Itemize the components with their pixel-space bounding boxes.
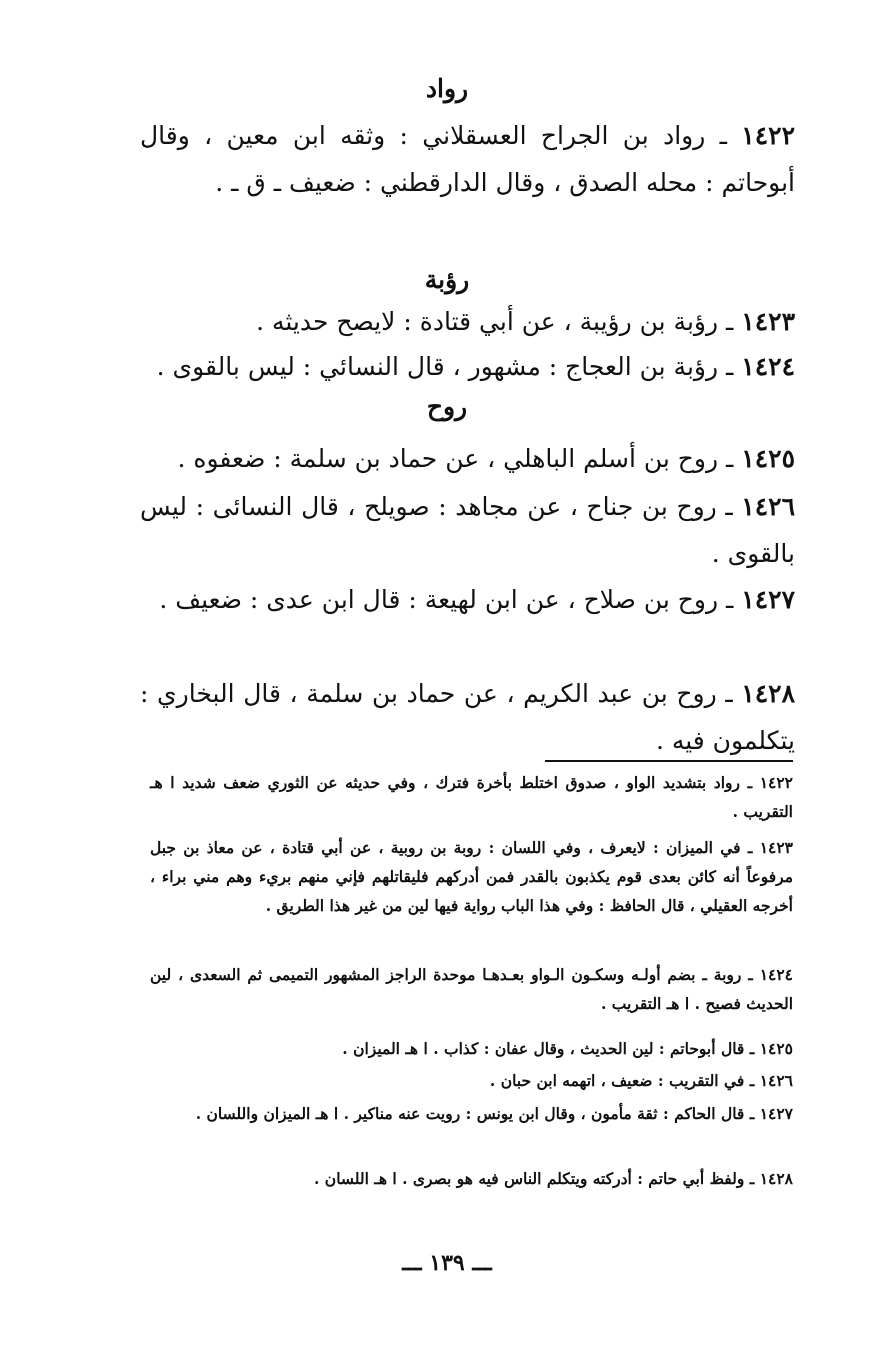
entry-1428: ١٤٢٨ ـ روح بن عبد الكريم ، عن حماد بن سلمة ، قال البخاري : يتكلمون فيه .: [140, 679, 795, 755]
footnote-text: قال الحاكم : ثقة مأمون ، وقال ابن يونس : رويت عنه مناكير . ا هـ الميزان واللسان .: [195, 1104, 745, 1123]
footnote-1427: ١٤٢٧ ـ قال الحاكم : ثقة مأمون ، وقال ابن يونس : رويت عنه مناكير . ا هـ الميزان واللسان .: [195, 1104, 793, 1123]
footnote-1425: ١٤٢٥ ـ قال أبوحاتم : لين الحديث ، وقال عفان : كذاب . ا هـ الميزان .: [342, 1039, 793, 1058]
footnote-text: في الميزان : لايعرف ، وفي اللسان : روبة بن روبية ، عن أبي قتادة ، عن معاذ بن جبل مرفوعاً أنه كائن بعدى قوم يكذبون بالقدر فمن أدركهم فليقاتلهم فإني منهم بريء وهم مني براء ، أخرجه العقيلي ، قال الحافظ : وفي هذا الباب رواية فيها لين من غير هذا الطريق .: [150, 838, 793, 915]
page-number: ـــ ١٣٩ ـــ: [402, 1250, 492, 1276]
footnote-number: ١٤٢٦: [759, 1071, 793, 1090]
footnote-1426: ١٤٢٦ ـ في التقريب : ضعيف ، اتهمه ابن حبان .: [489, 1071, 793, 1090]
entry-text: روح بن صلاح ، عن ابن لهيعة : قال ابن عدى : ضعيف .: [159, 585, 719, 614]
entry-1423: ١٤٢٣ ـ رؤبة بن رؤيبة ، عن أبي قتادة : لايصح حديثه .: [256, 307, 795, 336]
entry-number: ١٤٢٨: [741, 679, 795, 708]
footnote-number: ١٤٢٢: [759, 773, 793, 792]
section-heading-rawwad: رواد: [425, 74, 469, 103]
footnote-number: ١٤٢٤: [759, 965, 793, 984]
entry-text: رؤبة بن رؤيبة ، عن أبي قتادة : لايصح حديثه .: [256, 307, 719, 336]
entry-1422: ١٤٢٢ ـ رواد بن الجراح العسقلاني : وثقه ابن معين ، وقال أبوحاتم : محله الصدق ، وقال الدارقطني : ضعيف ـ ق ـ .: [140, 121, 795, 197]
entry-number: ١٤٢٦: [741, 492, 795, 521]
footnote-number: ١٤٢٨: [759, 1169, 793, 1188]
entry-text: روح بن جناح ، عن مجاهد : صويلح ، قال النسائى : ليس بالقوى .: [140, 492, 795, 568]
entry-number: ١٤٢٤: [741, 352, 795, 381]
entry-number: ١٤٢٧: [741, 585, 795, 614]
entry-number: ١٤٢٢: [741, 121, 795, 150]
footnote-number: ١٤٢٥: [759, 1039, 793, 1058]
section-heading-rawh: روح: [426, 392, 468, 421]
entry-text: رواد بن الجراح العسقلاني : وثقه ابن معين ، وقال أبوحاتم : محله الصدق ، وقال الدارقطني : ضعيف ـ ق ـ .: [140, 121, 795, 197]
footnote-text: قال أبوحاتم : لين الحديث ، وقال عفان : كذاب . ا هـ الميزان .: [342, 1039, 745, 1058]
footnote-1428: ١٤٢٨ ـ ولفظ أبي حاتم : أدركته ويتكلم الناس فيه هو بصرى . ا هـ اللسان .: [314, 1169, 793, 1188]
entry-text: رؤبة بن العجاج : مشهور ، قال النسائي : ليس بالقوى .: [156, 352, 719, 381]
footnote-1422: ١٤٢٢ ـ رواد بتشديد الواو ، صدوق اختلط بأخرة فترك ، وفي حديثه عن الثوري ضعف شديد ا هـ التقريب .: [150, 773, 793, 821]
section-heading-ruba: رؤبة: [424, 265, 470, 294]
footnote-number: ١٤٢٧: [759, 1104, 793, 1123]
entry-text: روح بن عبد الكريم ، عن حماد بن سلمة ، قال البخاري : يتكلمون فيه .: [140, 679, 795, 755]
footnote-text: ولفظ أبي حاتم : أدركته ويتكلم الناس فيه هو بصرى . ا هـ اللسان .: [314, 1169, 745, 1188]
footnote-divider: [545, 760, 793, 762]
entry-1424: ١٤٢٤ ـ رؤبة بن العجاج : مشهور ، قال النسائي : ليس بالقوى .: [156, 352, 795, 381]
entry-text: روح بن أسلم الباهلي ، عن حماد بن سلمة : ضعفوه .: [177, 444, 719, 473]
footnote-1424: ١٤٢٤ ـ روبة ـ بضم أولـه وسكـون الـواو بعـدهـا موحدة الراجز المشهور التميمى ثم السعدى ، لين الحديث فصيح . ا هـ التقريب .: [150, 965, 793, 1013]
footnote-text: رواد بتشديد الواو ، صدوق اختلط بأخرة فترك ، وفي حديثه عن الثوري ضعف شديد ا هـ التقريب .: [150, 773, 793, 821]
footnote-1423: ١٤٢٣ ـ في الميزان : لايعرف ، وفي اللسان : روبة بن روبية ، عن أبي قتادة ، عن معاذ بن جبل مرفوعاً أنه كائن بعدى قوم يكذبون بالقدر فمن أدركهم فليقاتلهم فإني منهم بريء وهم مني براء ، أخرجه العقيلي ، قال الحافظ : وفي هذا الباب رواية فيها لين من غير هذا الطريق .: [150, 838, 793, 915]
footnote-text: في التقريب : ضعيف ، اتهمه ابن حبان .: [489, 1071, 745, 1090]
footnote-text: روبة ـ بضم أولـه وسكـون الـواو بعـدهـا موحدة الراجز المشهور التميمى ثم السعدى ، لين الحديث فصيح . ا هـ التقريب .: [150, 965, 793, 1013]
entry-1427: ١٤٢٧ ـ روح بن صلاح ، عن ابن لهيعة : قال ابن عدى : ضعيف .: [159, 585, 795, 614]
entry-number: ١٤٢٥: [741, 444, 795, 473]
entry-1426: ١٤٢٦ ـ روح بن جناح ، عن مجاهد : صويلح ، قال النسائى : ليس بالقوى .: [140, 492, 795, 568]
entry-1425: ١٤٢٥ ـ روح بن أسلم الباهلي ، عن حماد بن سلمة : ضعفوه .: [177, 444, 795, 473]
entry-number: ١٤٢٣: [741, 307, 795, 336]
footnote-number: ١٤٢٣: [759, 838, 793, 857]
